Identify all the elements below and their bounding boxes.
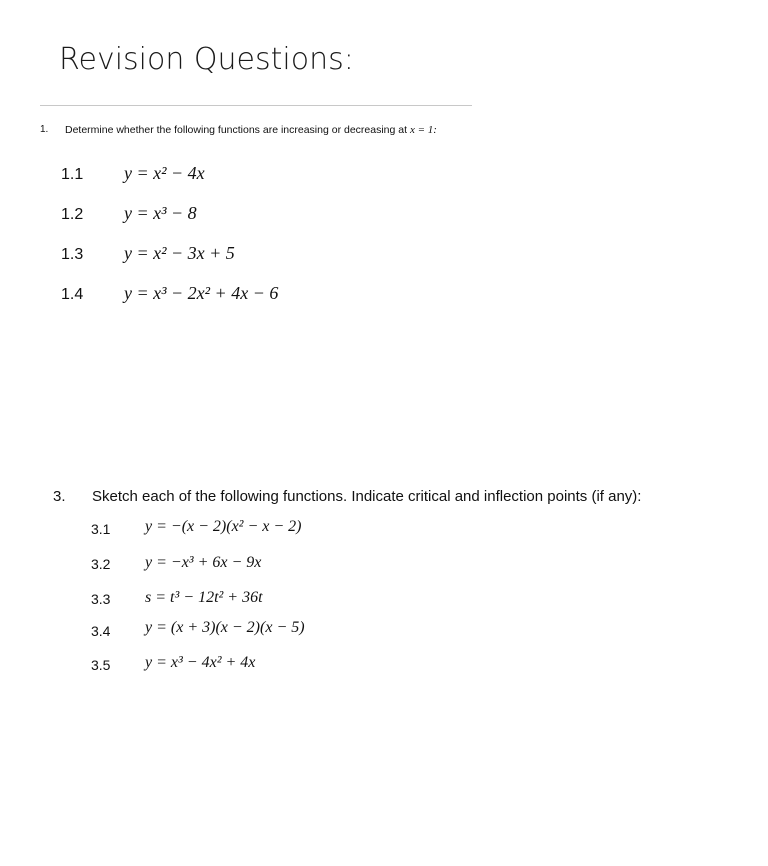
question-3-item-label: 3.2 xyxy=(91,556,111,572)
question-1-item-label: 1.3 xyxy=(61,246,84,263)
question-3-item-label: 3.5 xyxy=(91,657,111,673)
question-3-number: 3. xyxy=(53,488,66,505)
question-1-item-equation: y = x² − 4x xyxy=(124,163,205,183)
question-1-item-label: 1.2 xyxy=(61,206,84,223)
question-1-text xyxy=(65,124,437,136)
question-3-item-label: 3.1 xyxy=(91,521,111,537)
question-3-item-equation: y = −(x − 2)(x² − x − 2) xyxy=(145,518,302,535)
question-3-item-label: 3.4 xyxy=(91,623,111,639)
question-1-condition: x = 1: xyxy=(409,124,437,136)
question-3-text: Sketch each of the following functions. Indicate critical and inflection points (if any): xyxy=(92,488,642,505)
page-title: Revision Questions: xyxy=(59,42,354,77)
question-3-item-equation: y = x³ − 4x² + 4x xyxy=(145,654,256,671)
title-divider xyxy=(40,105,472,106)
question-1-item-label: 1.4 xyxy=(61,286,84,303)
question-3-item-equation: y = (x + 3)(x − 2)(x − 5) xyxy=(145,619,305,636)
question-3-item-equation: s = t³ − 12t² + 36t xyxy=(145,589,263,606)
question-1-number: 1. xyxy=(40,124,49,135)
question-3-item-equation: y = −x³ + 6x − 9x xyxy=(145,554,262,571)
question-1-item-equation: y = x³ − 8 xyxy=(124,203,197,223)
question-1-item-equation: y = x² − 3x + 5 xyxy=(124,243,235,263)
question-3-item-label: 3.3 xyxy=(91,591,111,607)
question-1-item-equation: y = x³ − 2x² + 4x − 6 xyxy=(124,283,279,303)
question-1-prompt: Determine whether the following functions are increasing or decreasing at xyxy=(65,124,408,136)
question-1-item-label: 1.1 xyxy=(61,166,84,183)
